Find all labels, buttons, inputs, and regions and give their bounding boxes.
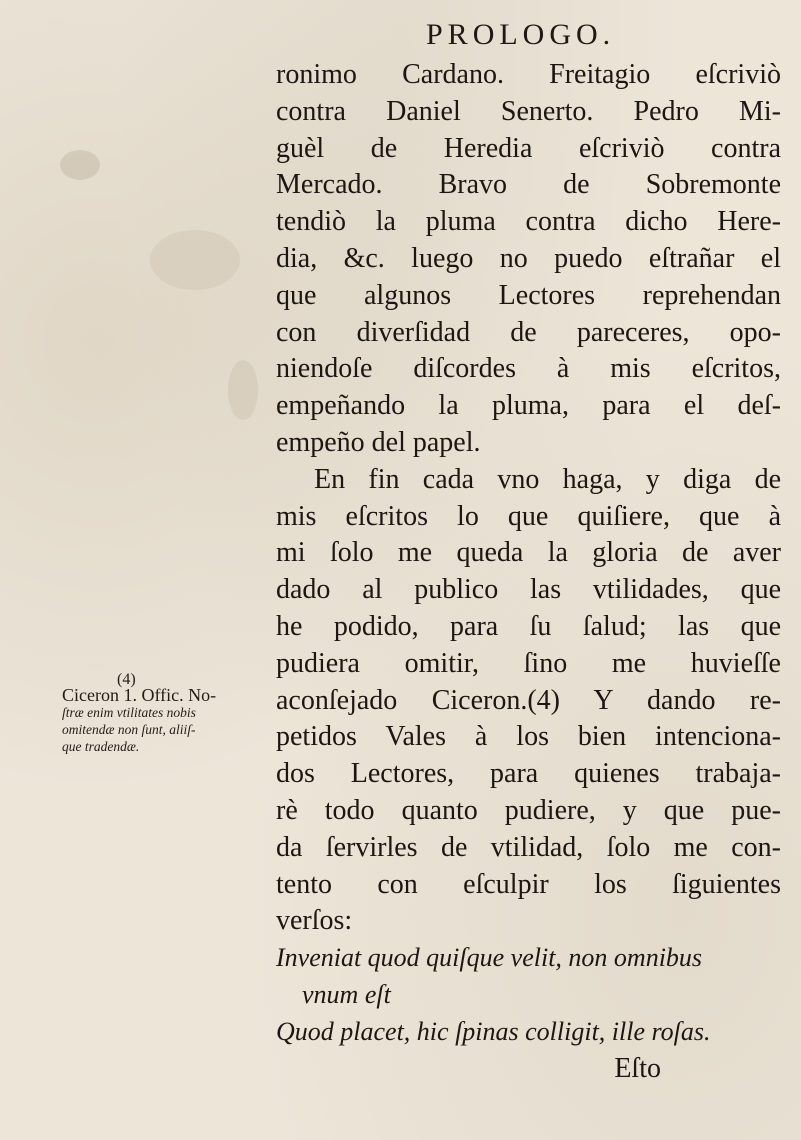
- text-line: mis eſcritos lo que quiſiere, que à: [276, 500, 781, 532]
- note-line: Ciceron 1. Offic. No-: [62, 685, 217, 705]
- main-text-block: [276, 57, 781, 1087]
- paper-stain: [228, 360, 258, 420]
- text-line: Mercado. Bravo de Sobremonte: [276, 169, 781, 201]
- verse-line: vnum eſt: [302, 979, 391, 1009]
- text-line: tento con eſculpir los ſiguientes: [276, 868, 781, 900]
- paper-stain: [60, 150, 100, 180]
- text-line: petidos Vales à los bien intenciona-: [276, 721, 781, 753]
- text-line: aconſejado Ciceron.(4) Y dando re-: [276, 684, 781, 716]
- running-head: PROLOGO.: [426, 18, 616, 51]
- text-line: pudiera omitir, ſino me huvieſſe: [276, 647, 781, 679]
- note-line: omitendæ non ſunt, aliiſ-: [62, 722, 196, 737]
- text-line: empeño del papel.: [276, 426, 481, 458]
- text-line: con diverſidad de pareceres, opo-: [276, 316, 781, 348]
- text-line: dos Lectores, para quienes trabaja-: [276, 758, 781, 790]
- note-line: que tradendæ.: [62, 739, 140, 754]
- text-line: rè todo quanto pudiere, y que pue-: [276, 794, 781, 826]
- text-line: verſos:: [276, 905, 353, 937]
- verse-line: Quod placet, hic ſpinas colligit, ille roſas.: [276, 1016, 711, 1046]
- text-line: mi ſolo me queda la gloria de aver: [276, 537, 781, 569]
- text-line: tendiò la pluma contra dicho Here-: [276, 206, 781, 238]
- text-line: En fin cada vno haga, y diga de: [314, 463, 781, 495]
- text-line: que algunos Lectores reprehendan: [276, 279, 781, 311]
- text-line: da ſervirles de vtilidad, ſolo me con-: [276, 831, 781, 863]
- text-line: guèl de Heredia eſcriviò contra: [276, 132, 781, 164]
- text-line: he podido, para ſu ſalud; las que: [276, 610, 781, 642]
- margin-note: [62, 672, 267, 755]
- catchword: Eſto: [614, 1052, 661, 1084]
- note-line: ſtræ enim vtilitates nobis: [62, 705, 196, 720]
- text-line: ronimo Cardano. Freitagio eſcriviò: [276, 59, 781, 90]
- text-line: contra Daniel Senerto. Pedro Mi-: [276, 95, 781, 127]
- text-line: empeñando la pluma, para el deſ-: [276, 390, 781, 422]
- note-reference: (4): [117, 671, 136, 688]
- verse-line: Inveniat quod quiſque velit, non omnibus: [276, 943, 703, 973]
- text-line: dia, &c. luego no puedo eſtrañar el: [276, 242, 781, 274]
- text-line: dado al publico las vtilidades, que: [276, 574, 781, 606]
- paper-stain: [150, 230, 240, 290]
- text-line: niendoſe diſcordes à mis eſcritos,: [276, 353, 781, 385]
